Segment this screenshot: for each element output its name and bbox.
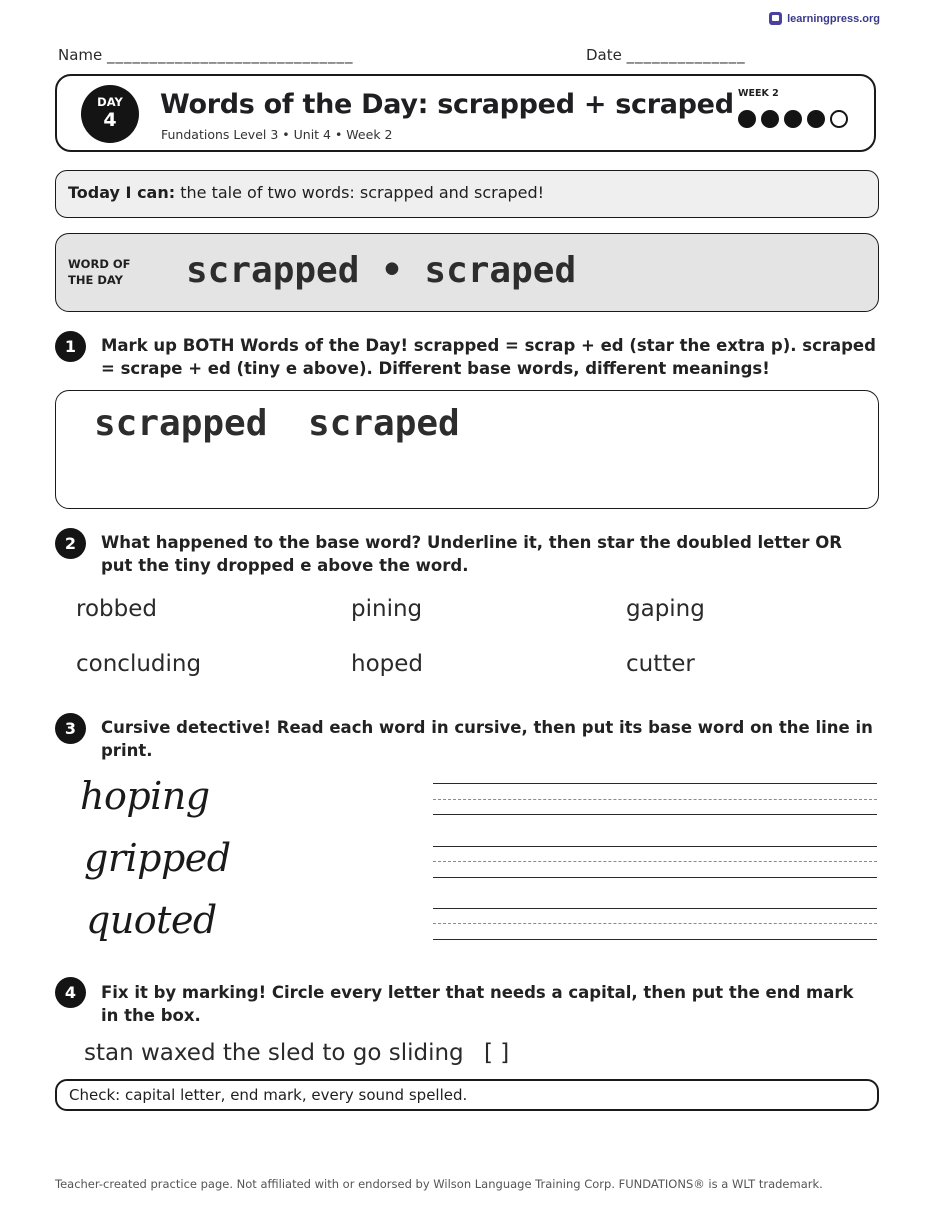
question-3-number: 3	[55, 713, 86, 744]
writing-line-mid	[433, 861, 877, 862]
check-bar	[55, 1079, 879, 1111]
brand-link[interactable]	[769, 12, 880, 25]
brand-label: learningpress.org	[787, 12, 880, 25]
page-title: Words of the Day: scrapped + scraped	[160, 89, 734, 120]
writing-line-mid	[433, 923, 877, 924]
page-subtitle: Fundations Level 3 • Unit 4 • Week 2	[161, 127, 393, 142]
markup-word-1[interactable]: scrapped	[94, 403, 268, 444]
writing-line-base[interactable]	[433, 814, 877, 815]
question-3-text: Cursive detective! Read each word in cursive, then put its base word on the line in print.	[101, 718, 873, 760]
date-label: Date	[586, 46, 622, 64]
word-item[interactable]: robbed	[76, 596, 157, 622]
date-blank: ______________	[626, 46, 746, 64]
check-text: Check: capital letter, end mark, every sound spelled.	[69, 1086, 468, 1104]
progress-dot-filled	[738, 110, 756, 128]
today-text: the tale of two words: scrapped and scraped!	[175, 183, 545, 202]
question-2-text: What happened to the base word? Underline it, then star the doubled letter OR put the tiny dropped e above the word.	[101, 533, 842, 575]
today-lead: Today I can:	[68, 183, 176, 202]
progress-dot-filled	[761, 110, 779, 128]
writing-line-top	[433, 846, 877, 847]
word-item[interactable]: pining	[351, 596, 423, 622]
word-of-the-day-label	[68, 256, 148, 288]
question-4-number: 4	[55, 977, 86, 1008]
word-item[interactable]: hoped	[351, 651, 423, 677]
cursive-word: quoted	[86, 898, 217, 942]
writing-line-base[interactable]	[433, 877, 877, 878]
wotd-label-line2: THE DAY	[68, 273, 124, 287]
word-item[interactable]: gaping	[626, 596, 705, 622]
brand-logo-icon	[769, 12, 782, 25]
writing-line-top	[433, 783, 877, 784]
question-4-text: Fix it by marking! Circle every letter that needs a capital, then put the end mark in the box.	[101, 983, 854, 1025]
end-mark-box[interactable]: [ ]	[484, 1040, 510, 1066]
writing-line-base[interactable]	[433, 939, 877, 940]
cursive-word: hoping	[80, 774, 210, 818]
day-number: 4	[103, 109, 117, 131]
question-1-number: 1	[55, 331, 86, 362]
markup-word-2[interactable]: scraped	[308, 403, 460, 444]
question-2-number: 2	[55, 528, 86, 559]
wotd-label-line1: WORD OF	[68, 257, 131, 271]
progress-dot-filled	[807, 110, 825, 128]
writing-line-mid	[433, 799, 877, 800]
word-item[interactable]: cutter	[626, 651, 695, 677]
progress-dot-filled	[784, 110, 802, 128]
day-label: DAY	[97, 95, 123, 109]
name-blank: _____________________________	[107, 46, 354, 64]
cursive-word: gripped	[84, 836, 231, 880]
day-badge	[81, 85, 139, 143]
footer-disclaimer: Teacher-created practice page. Not affiliated with or endorsed by Wilson Language Training Corp. FUNDATIONS® is a WLT trademark.	[55, 1177, 823, 1191]
word-of-the-day-words: scrapped • scraped	[186, 250, 577, 291]
fix-it-sentence[interactable]: stan waxed the sled to go sliding	[84, 1040, 464, 1066]
date-field[interactable]	[586, 46, 746, 64]
question-1-text: Mark up BOTH Words of the Day! scrapped = scrap + ed (star the extra p). scraped = scrape + ed (tiny e above). Different base words, different meanings!	[101, 336, 876, 378]
name-label: Name	[58, 46, 103, 64]
week-label: WEEK 2	[738, 88, 779, 99]
week-progress	[738, 110, 848, 128]
writing-line-top	[433, 908, 877, 909]
word-item[interactable]: concluding	[76, 651, 202, 677]
name-field[interactable]	[58, 46, 354, 64]
today-i-can	[55, 170, 879, 218]
progress-dot-empty	[830, 110, 848, 128]
